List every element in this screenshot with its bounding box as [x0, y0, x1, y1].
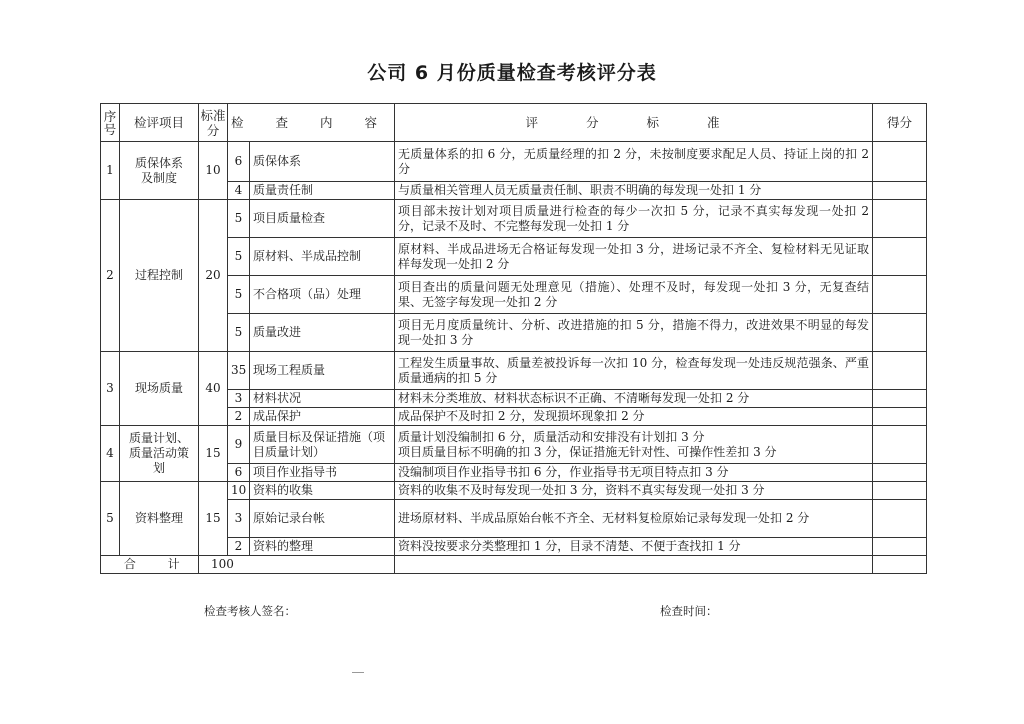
item-criteria: 原材料、半成品进场无合格证每发现一处扣 3 分，进场记录不齐全、复检材料无见证取样每发现一处扣 2 分: [395, 238, 873, 276]
item-points: 10: [228, 482, 250, 500]
item-content: 质量目标及保证措施（项目质量计划）: [250, 426, 395, 464]
table-row: [101, 142, 927, 182]
item-score-cell[interactable]: [873, 408, 927, 426]
item-score-cell[interactable]: [873, 538, 927, 556]
item-criteria: 材料未分类堆放、材料状态标识不正确、不清晰每发现一处扣 2 分: [395, 390, 873, 408]
item-points: 3: [228, 500, 250, 538]
item-content: 项目质量检查: [250, 200, 395, 238]
header-item: 检评项目: [120, 104, 199, 142]
item-criteria: 资料的收集不及时每发现一处扣 3 分，资料不真实每发现一处扣 3 分: [395, 482, 873, 500]
group-no: 5: [101, 482, 120, 556]
item-score-cell[interactable]: [873, 238, 927, 276]
header-content: 检 查 内 容: [228, 104, 395, 142]
group-no: 2: [101, 200, 120, 352]
group-item: 现场质量: [120, 352, 199, 426]
item-score-cell[interactable]: [873, 276, 927, 314]
item-score-cell[interactable]: [873, 352, 927, 390]
group-std: 15: [199, 426, 228, 482]
page-title: 公司 6 月份质量检查考核评分表: [367, 62, 657, 84]
item-score-cell[interactable]: [873, 482, 927, 500]
item-score-cell[interactable]: [873, 464, 927, 482]
group-std: 15: [199, 482, 228, 556]
group-no: 1: [101, 142, 120, 200]
total-value: 100: [199, 556, 395, 574]
item-score-cell[interactable]: [873, 500, 927, 538]
item-content: 现场工程质量: [250, 352, 395, 390]
table-row: [101, 426, 927, 464]
item-criteria: 工程发生质量事故、质量差被投诉每一次扣 10 分，检查每发现一处违反规范强条、严重质量通病的扣 5 分: [395, 352, 873, 390]
item-criteria: 与质量相关管理人员无质量责任制、职责不明确的每发现一处扣 1 分: [395, 182, 873, 200]
item-points: 35: [228, 352, 250, 390]
item-criteria: 没编制项目作业指导书扣 6 分，作业指导书无项目特点扣 3 分: [395, 464, 873, 482]
item-criteria: 无质量体系的扣 6 分，无质量经理的扣 2 分，未按制度要求配足人员、持证上岗的扣 2 分: [395, 142, 873, 182]
item-points: 5: [228, 276, 250, 314]
total-label: 合 计: [120, 556, 199, 574]
item-points: 2: [228, 408, 250, 426]
item-criteria: 进场原材料、半成品原始台帐不齐全、无材料复检原始记录每发现一处扣 2 分: [395, 500, 873, 538]
header-criteria: 评 分 标 准: [395, 104, 873, 142]
group-item: 资料整理: [120, 482, 199, 556]
item-score-cell[interactable]: [873, 182, 927, 200]
item-points: 3: [228, 390, 250, 408]
item-criteria: 质量计划没编制扣 6 分，质量活动和安排没有计划扣 3 分 项目质量目标不明确的扣 3 分，保证措施无针对性、可操作性差扣 3 分: [395, 426, 873, 464]
item-content: 质保体系: [250, 142, 395, 182]
total-spacer: [101, 556, 120, 574]
item-score-cell[interactable]: [873, 426, 927, 464]
item-content: 原始记录台帐: [250, 500, 395, 538]
item-criteria: 项目部未按计划对项目质量进行检查的每少一次扣 5 分，记录不真实每发现一处扣 2 分，记录不及时、不完整每发现一处扣 1 分: [395, 200, 873, 238]
item-score-cell[interactable]: [873, 200, 927, 238]
total-criteria-cell: [395, 556, 873, 574]
table-row: [101, 482, 927, 500]
group-item: 质量计划、质量活动策划: [120, 426, 199, 482]
header-score: 得分: [873, 104, 927, 142]
header-std: 标准分: [199, 104, 228, 142]
header-row: [101, 104, 927, 142]
item-criteria: 资料没按要求分类整理扣 1 分，目录不清楚、不便于查找扣 1 分: [395, 538, 873, 556]
item-criteria: 成品保护不及时扣 2 分，发现损坏现象扣 2 分: [395, 408, 873, 426]
table-row: [101, 352, 927, 390]
date-label: 检查时间：: [660, 604, 718, 618]
item-content: 原材料、半成品控制: [250, 238, 395, 276]
table-row: [101, 200, 927, 238]
item-score-cell[interactable]: [873, 390, 927, 408]
item-points: 6: [228, 464, 250, 482]
item-points: 5: [228, 314, 250, 352]
item-content: 成品保护: [250, 408, 395, 426]
item-points: 6: [228, 142, 250, 182]
item-content: 项目作业指导书: [250, 464, 395, 482]
total-row: [101, 556, 927, 574]
item-points: 2: [228, 538, 250, 556]
item-content: 资料的整理: [250, 538, 395, 556]
group-std: 40: [199, 352, 228, 426]
item-score-cell[interactable]: [873, 142, 927, 182]
item-content: 资料的收集: [250, 482, 395, 500]
page-mark: [352, 672, 364, 673]
group-item: 过程控制: [120, 200, 199, 352]
group-std: 20: [199, 200, 228, 352]
group-no: 3: [101, 352, 120, 426]
item-points: 5: [228, 200, 250, 238]
item-criteria: 项目查出的质量问题无处理意见（措施）、处理不及时，每发现一处扣 3 分，无复查结果、无签字每发现一处扣 2 分: [395, 276, 873, 314]
item-score-cell[interactable]: [873, 314, 927, 352]
header-no: 序号: [101, 104, 120, 142]
group-no: 4: [101, 426, 120, 482]
group-item: 质保体系及制度: [120, 142, 199, 200]
group-std: 10: [199, 142, 228, 200]
item-points: 4: [228, 182, 250, 200]
item-criteria: 项目无月度质量统计、分析、改进措施的扣 5 分，措施不得力，改进效果不明显的每发现一处扣 3 分: [395, 314, 873, 352]
total-score-cell[interactable]: [873, 556, 927, 574]
item-content: 不合格项（品）处理: [250, 276, 395, 314]
item-points: 9: [228, 426, 250, 464]
item-content: 质量责任制: [250, 182, 395, 200]
item-content: 质量改进: [250, 314, 395, 352]
item-points: 5: [228, 238, 250, 276]
signer-label: 检查考核人签名：: [204, 604, 296, 618]
score-table: [100, 103, 927, 574]
item-content: 材料状况: [250, 390, 395, 408]
